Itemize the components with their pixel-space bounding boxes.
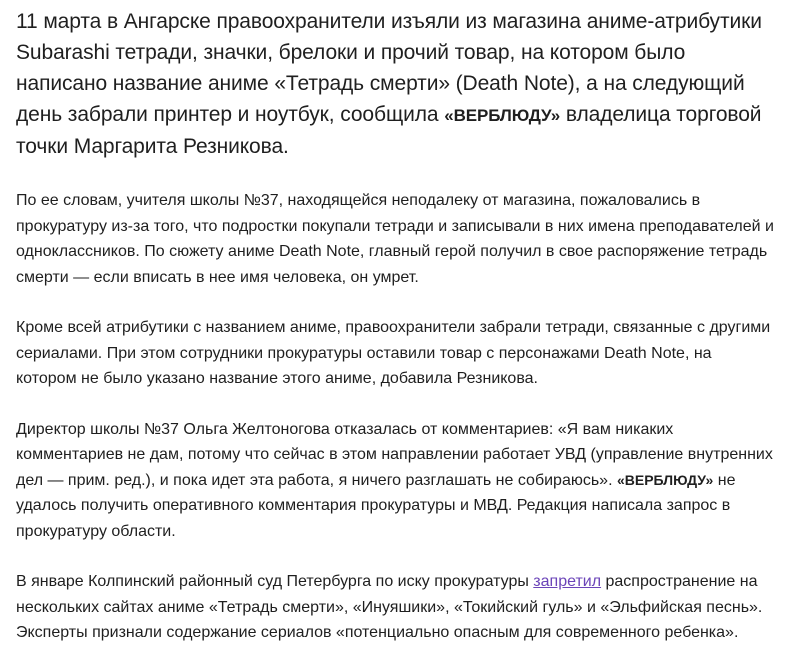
banned-link[interactable]: запретил [533, 573, 602, 590]
lead-paragraph [16, 6, 774, 162]
paragraph-school-director [16, 417, 774, 545]
paragraph-teachers-complaint: По ее словам, учителя школы №37, находящейся неподалеку от магазина, пожаловались в прокуратуру из-за того, что подростки покупали тетради и записывали в них имена преподавателей и одноклассников. По сюжету аниме Death Note, главный герой получил в свое распоряжение тетрадь смерти — если вписать в нее имя человека, он умрет. [16, 192, 774, 286]
director-text-end: не удалось получить оперативного комментария прокуратуры и МВД. Редакция написала запрос в прокуратуру области. [16, 471, 736, 540]
lead-text-end: владелица торговой точки Маргарита Резникова. [16, 103, 762, 158]
brand-name: «ВЕРБЛЮДУ» [444, 106, 561, 125]
lead-text-start: 11 марта в Ангарске правоохранители изъяли из магазина аниме-атрибутики Subarashi тетради, значки, брелоки и прочий товар, на котором было написано название аниме «Тетрадь смерти» (Death Note), а на следующий день забрали принтер и ноутбук, сообщила [16, 10, 762, 126]
paragraph-seized-items: Кроме всей атрибутики с названием аниме, правоохранители забрали тетради, связанные с другими сериалами. При этом сотрудники прокуратуры оставили товар с персонажами Death Note, на котором не было указано название этого аниме, добавила Резникова. [16, 319, 771, 387]
court-text-end: распространение на нескольких сайтах аниме «Тетрадь смерти», «Инуяшики», «Токийский гуль» и «Эльфийская песнь». Эксперты признали содержание сериалов «потенциально опасным для современного ребенка». [16, 573, 763, 641]
court-text-start: В январе Колпинский районный суд Петербурга по иску прокуратуры [16, 573, 534, 590]
brand-name: «ВЕРБЛЮДУ» [616, 471, 714, 488]
director-quote-text: Директор школы №37 Ольга Желтоногова отказалась от комментариев: «Я вам никаких комментариев не дам, потому что сейчас в этом направлении работает УВД (управление внутренних дел — прим. ред.), и пока идет эта работа, я ничего разглашать не собираюсь». [16, 420, 773, 489]
paragraph-court-ban [16, 569, 774, 646]
